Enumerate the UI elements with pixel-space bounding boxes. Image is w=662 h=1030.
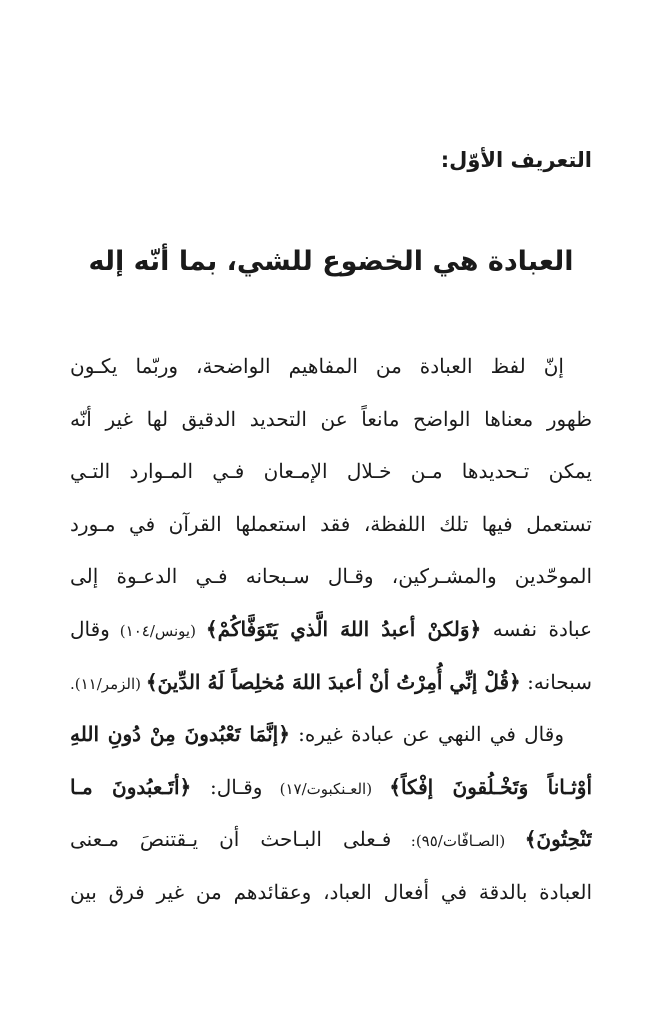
- verse-reference: (الصـافّات/٩٥):: [391, 832, 525, 851]
- quran-verse: أوْثـاناً وَتَخْـلُقونَ إفْكاً﴾: [389, 774, 592, 799]
- body-text-segment: فـعلى البـاحث أن يـقتنصَ مـعنى: [70, 827, 392, 852]
- text-line: [70, 393, 592, 446]
- text-line: [70, 813, 592, 866]
- body-text-segment: العبادة بالدقة في أفعال العباد، وعقائدهم من غير فرق بين: [70, 879, 592, 904]
- quran-verse: تَنْحِتُونَ﴾: [524, 827, 592, 852]
- body-text-segment: تستعمل فيها تلك اللفظة، فقد استعملها القرآن في مـورد: [70, 511, 592, 536]
- text-line: [70, 498, 592, 551]
- verse-reference: (يونس/١٠٤): [109, 621, 206, 640]
- verse-reference: (العـنكبوت/١٧): [262, 779, 390, 798]
- body-text-segment: وقال في النهي عن عبادة غيره:: [289, 722, 564, 747]
- text-line: [70, 550, 592, 603]
- body-text-segment: يمكن تـحديدها مـن خـلال الإمـعان فـي المـوارد التـي: [70, 459, 592, 484]
- text-line: [70, 340, 592, 393]
- text-line: [70, 866, 592, 919]
- verse-reference: (الزمر/١١).: [70, 674, 146, 693]
- quran-verse: ﴿أتَـعبُدونَ مـا: [70, 774, 192, 799]
- body-text-segment: ظهور معناها الواضح مانعاً عن التحديد الدقيق لها غير أنّه: [70, 406, 592, 431]
- text-line: [70, 761, 592, 814]
- quran-verse: ﴿وَلكنْ أعبدُ اللهَ الَّذي يَتَوَفَّاكُمْ﴾: [205, 616, 482, 641]
- body-text-segment: وقال: [70, 616, 110, 641]
- section-heading: التعريف الأوّل:: [440, 148, 592, 172]
- quran-verse: ﴿قُلْ إنِّي أُمِرْتُ أنْ أعبدَ اللهَ مُخلِصاً لَهُ الدِّينَ﴾: [145, 669, 521, 694]
- document-page: [70, 0, 592, 1030]
- body-text-segment: الموحّدين والمشـركين، وقـال سـبحانه فـي الدعـوة إلى: [70, 564, 592, 589]
- quran-verse: ﴿إنَّمَا تَعْبُدونَ مِنْ دُونِ اللهِ: [70, 722, 290, 747]
- body-text-segment: سبحانه:: [520, 669, 592, 694]
- text-line: [70, 656, 592, 709]
- text-line: [70, 708, 592, 761]
- text-line: [70, 445, 592, 498]
- body-text-segment: عبادة نفسه: [481, 616, 592, 641]
- section-title: العبادة هي الخضوع للشي، بما أنّه إله: [88, 246, 574, 277]
- body-text-segment: وقـال:: [191, 774, 263, 799]
- body-text-segment: إنّ لفظ العبادة من المفاهيم الواضحة، وربّما يكـون: [70, 354, 564, 378]
- text-line: [70, 603, 592, 656]
- body-paragraph: [70, 340, 592, 919]
